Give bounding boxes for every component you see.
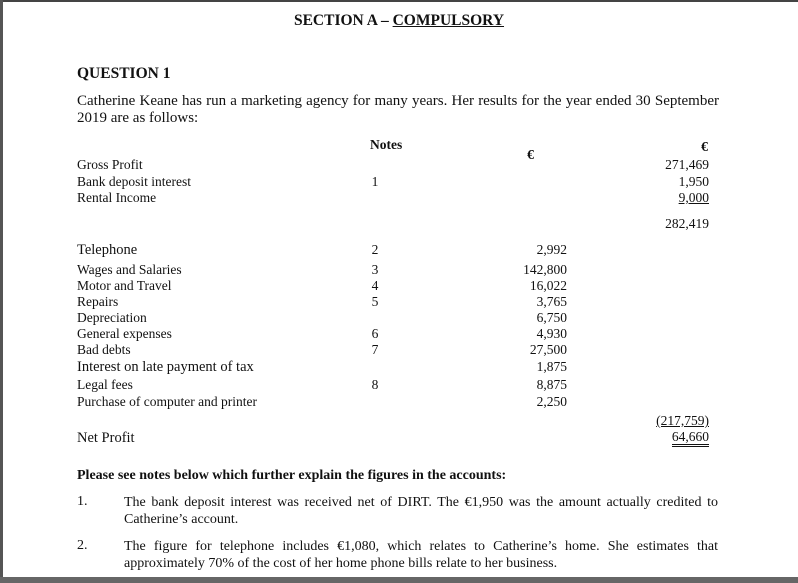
income-total-row: [77, 216, 717, 232]
expense-row: [77, 342, 717, 358]
income-total: 282,419: [665, 216, 709, 231]
row-label: Bank deposit interest: [77, 174, 191, 189]
note-number: 1.: [77, 494, 88, 509]
row-note: 1: [371, 174, 379, 189]
income-row: [77, 174, 717, 190]
row-label: Bad debts: [77, 342, 131, 357]
note-number: 2.: [77, 538, 88, 553]
expense-row: [77, 310, 717, 326]
row-value: 142,800: [523, 262, 567, 277]
row-note: 8: [371, 377, 379, 392]
row-label: Depreciation: [77, 310, 147, 325]
expense-total-row: [77, 413, 717, 429]
row-label: Purchase of computer and printer: [77, 394, 257, 409]
row-label: Motor and Travel: [77, 278, 172, 293]
row-value: 8,875: [536, 377, 567, 392]
row-label: Telephone: [77, 242, 138, 258]
euro-column-header-1: €: [527, 148, 534, 163]
expense-row: [77, 294, 717, 310]
row-note: 2: [371, 242, 379, 257]
row-label: Repairs: [77, 294, 119, 309]
row-value: 2,992: [536, 242, 567, 257]
row-label: Wages and Salaries: [77, 262, 182, 277]
net-profit-value: 64,660: [672, 430, 709, 447]
row-value: 271,469: [665, 157, 709, 172]
row-value: 2,250: [536, 394, 567, 409]
net-profit-row: [77, 430, 717, 446]
expense-row: [77, 326, 717, 342]
row-note: 4: [371, 278, 379, 293]
notes-column-header: Notes: [370, 137, 403, 152]
expense-row: [77, 278, 717, 294]
question-heading: QUESTION 1: [77, 65, 171, 82]
section-title-compulsory: COMPULSORY: [392, 12, 505, 29]
row-label: Interest on late payment of tax: [77, 359, 254, 375]
section-title: [0, 12, 798, 30]
row-value: 6,750: [536, 310, 567, 325]
row-note: 5: [371, 294, 379, 309]
notes-heading: Please see notes below which further explain the figures in the accounts:: [77, 468, 507, 483]
income-row: [77, 190, 717, 206]
question-intro: Catherine Keane has run a marketing agency for many years. Her results for the year ended 30 September 2019 are as follows:: [77, 93, 719, 126]
page-border-bottom: [0, 577, 798, 583]
row-value: 27,500: [529, 342, 567, 357]
note-text: The figure for telephone includes €1,080, which relates to Catherine’s home. She estimates that approximately 70% of the cost of her home phone bills relate to her business.: [124, 539, 718, 571]
note-text: The bank deposit interest was received net of DIRT. The €1,950 was the amount actually credited to Catherine’s account.: [124, 495, 718, 527]
euro-column-header-2: €: [701, 140, 708, 155]
expense-row: [77, 377, 717, 393]
row-value: 3,765: [536, 294, 567, 309]
row-value: 16,022: [529, 278, 567, 293]
expense-row: [77, 359, 717, 375]
page-border-top: [0, 0, 798, 2]
row-label: Rental Income: [77, 190, 157, 205]
row-value: 1,875: [536, 359, 567, 374]
row-label: Gross Profit: [77, 157, 143, 172]
income-row: [77, 157, 717, 173]
row-value: 9,000: [678, 190, 709, 205]
expense-row: [77, 394, 717, 410]
row-label: Legal fees: [77, 377, 133, 392]
row-note: 7: [371, 342, 379, 357]
expense-row: [77, 262, 717, 278]
expense-row: [77, 242, 717, 258]
row-label: General expenses: [77, 326, 172, 341]
page-border-left: [0, 0, 3, 583]
row-note: 3: [371, 262, 379, 277]
expenses-total: (217,759): [656, 413, 709, 428]
net-profit-label: Net Profit: [77, 430, 135, 446]
row-note: 6: [371, 326, 379, 341]
section-title-prefix: SECTION A –: [293, 12, 393, 29]
row-value: 1,950: [678, 174, 709, 189]
row-value: 4,930: [536, 326, 567, 341]
